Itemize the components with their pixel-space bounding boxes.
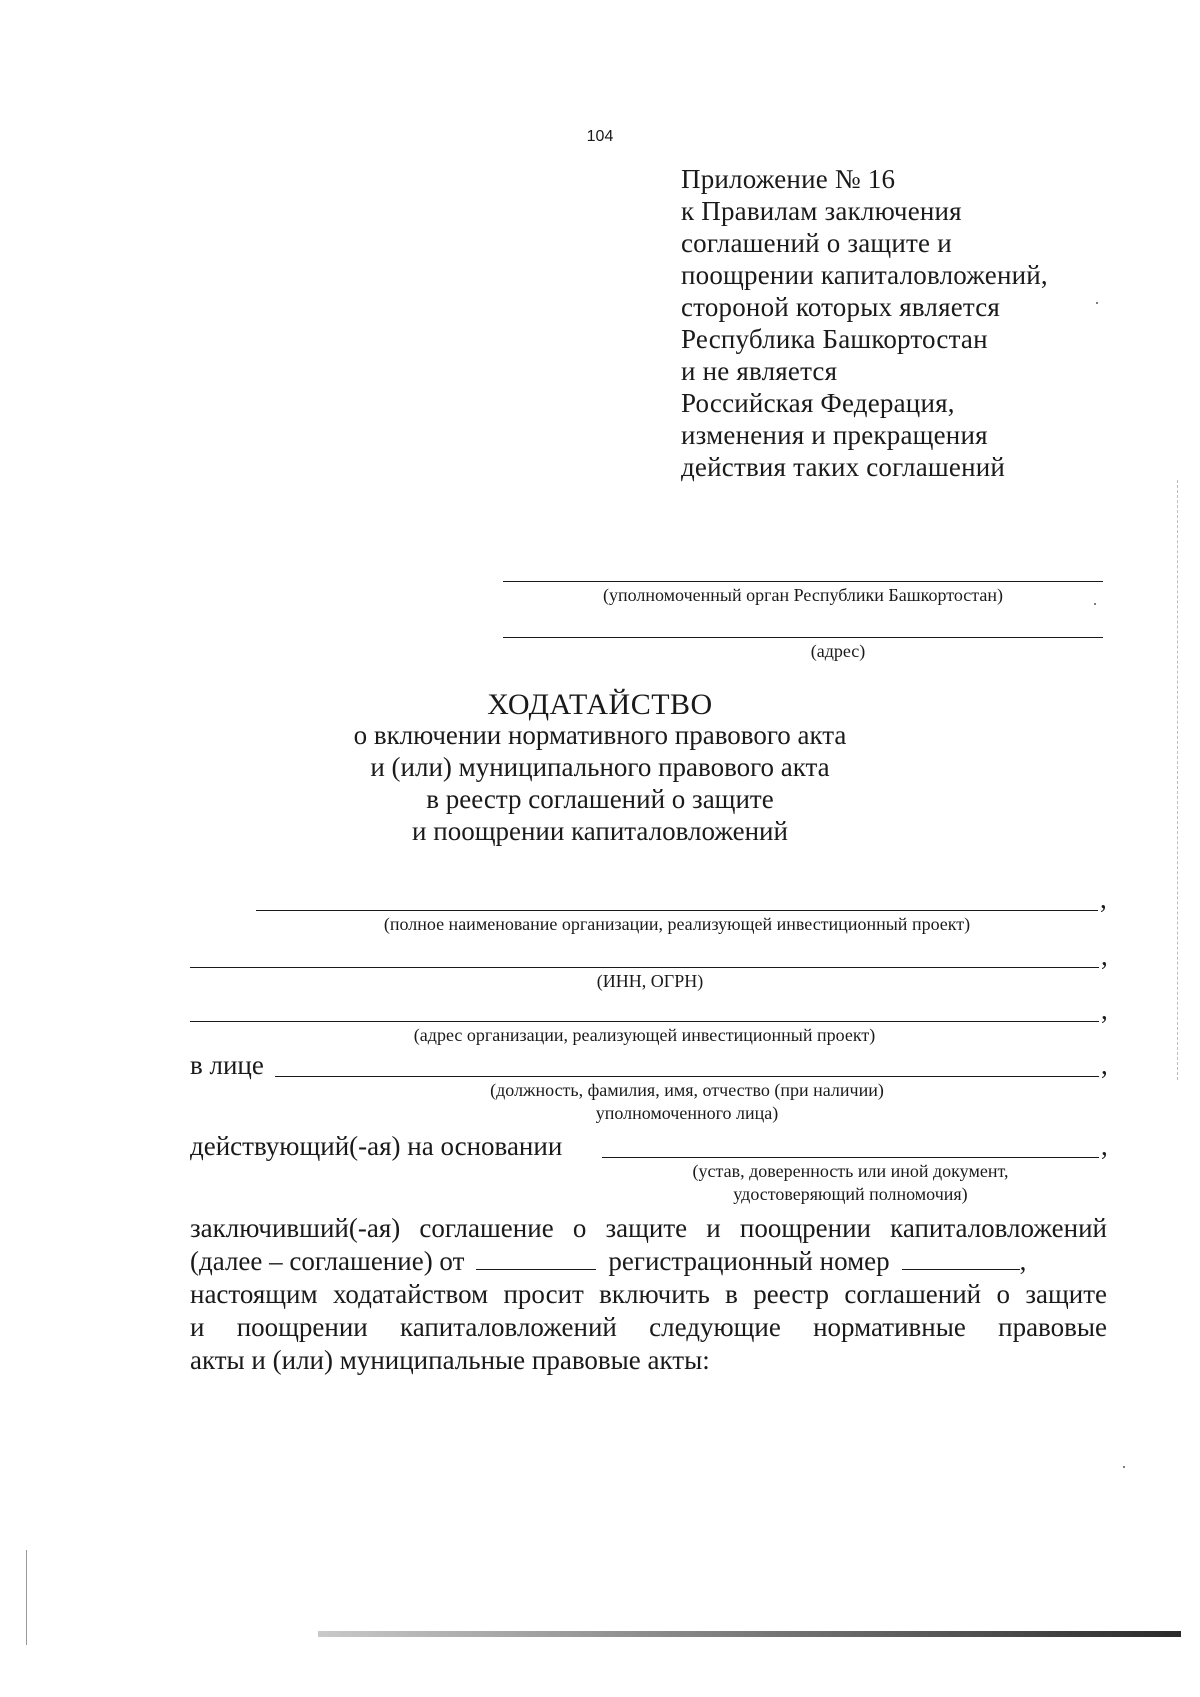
representative-comma: , (1101, 1050, 1108, 1080)
paragraph-line: настоящим ходатайством просит включить в реестр соглашений о защите (190, 1279, 1107, 1309)
request-paragraph (190, 1212, 1107, 1377)
subtitle-line: и (или) муниципального правового акта (370, 752, 830, 782)
scan-speck (1123, 1466, 1125, 1468)
org-name-caption: (полное наименование организации, реализующей инвестиционный проект) (383, 914, 971, 934)
scan-speck (1094, 603, 1096, 605)
appendix-reference (681, 163, 1141, 483)
basis-caption-line1: (устав, доверенность или иной документ, (692, 1161, 1009, 1181)
inn-caption: (ИНН, ОГРН) (596, 971, 704, 991)
basis-caption-line2: удостоверяющий полномочия) (733, 1184, 968, 1204)
scan-margin-line (1177, 480, 1178, 1080)
appendix-line: поощрении капиталовложений, (681, 260, 1048, 290)
page-number: 104 (586, 128, 614, 145)
document-title: ХОДАТАЙСТВО (487, 688, 713, 721)
in-person-label: в лице (190, 1050, 264, 1080)
appendix-line: изменения и прекращения (681, 420, 988, 450)
subtitle-line: о включении нормативного правового акта (353, 720, 847, 750)
appendix-line: соглашений о защите и (681, 228, 952, 258)
subtitle-line: в реестр соглашений о защите (426, 784, 774, 814)
address-field-line[interactable] (503, 637, 1103, 638)
appendix-line: Республика Башкортостан (681, 324, 988, 354)
paragraph-line: и поощрении капиталовложений следующие нормативные правовые (190, 1312, 1107, 1342)
acting-basis-label: действующий(-ая) на основании (190, 1131, 563, 1161)
representative-caption-line2: уполномоченного лица) (595, 1103, 779, 1123)
appendix-line: Российская Федерация, (681, 388, 955, 418)
scan-margin-line (26, 1550, 27, 1645)
basis-comma: , (1101, 1131, 1108, 1161)
registration-number-field[interactable] (902, 1247, 1020, 1270)
agreement-date-field[interactable] (476, 1247, 596, 1270)
scan-bottom-edge (318, 1631, 1181, 1637)
authority-caption: (уполномоченный орган Республики Башкортостан) (603, 585, 1003, 605)
org-address-field-line[interactable] (190, 1021, 1099, 1022)
inn-field-line[interactable] (190, 967, 1099, 968)
registration-comma: , (1019, 1246, 1027, 1276)
paragraph-line: акты и (или) муниципальные правовые акты: (190, 1345, 710, 1375)
address-caption: (адрес) (810, 641, 866, 661)
document-subtitle (0, 719, 1200, 847)
representative-field-line[interactable] (275, 1076, 1099, 1077)
appendix-line: стороной которых является (681, 292, 1001, 322)
inn-comma: , (1101, 941, 1108, 971)
org-name-field-line[interactable] (256, 910, 1098, 911)
subtitle-line: и поощрении капиталовложений (412, 816, 788, 846)
appendix-line: и не является (681, 356, 838, 386)
appendix-line: Приложение № 16 (681, 164, 896, 194)
representative-caption-line1: (должность, фамилия, имя, отчество (при наличии) (490, 1080, 884, 1100)
authority-field-line[interactable] (503, 581, 1103, 582)
paragraph-text: (далее – соглашение) от (190, 1246, 465, 1276)
paragraph-line: заключивший(-ая) соглашение о защите и поощрении капиталовложений (190, 1213, 1107, 1243)
paragraph-text: регистрационный номер (608, 1246, 890, 1276)
org-address-caption: (адрес организации, реализующей инвестиционный проект) (413, 1025, 876, 1045)
org-address-comma: , (1101, 995, 1108, 1025)
basis-document-field-line[interactable] (602, 1157, 1099, 1158)
appendix-line: к Правилам заключения (681, 196, 962, 226)
agreement-details-line (190, 1245, 1107, 1278)
org-name-comma: , (1100, 884, 1107, 914)
appendix-line: действия таких соглашений (681, 452, 1006, 482)
scan-speck (1096, 302, 1098, 304)
